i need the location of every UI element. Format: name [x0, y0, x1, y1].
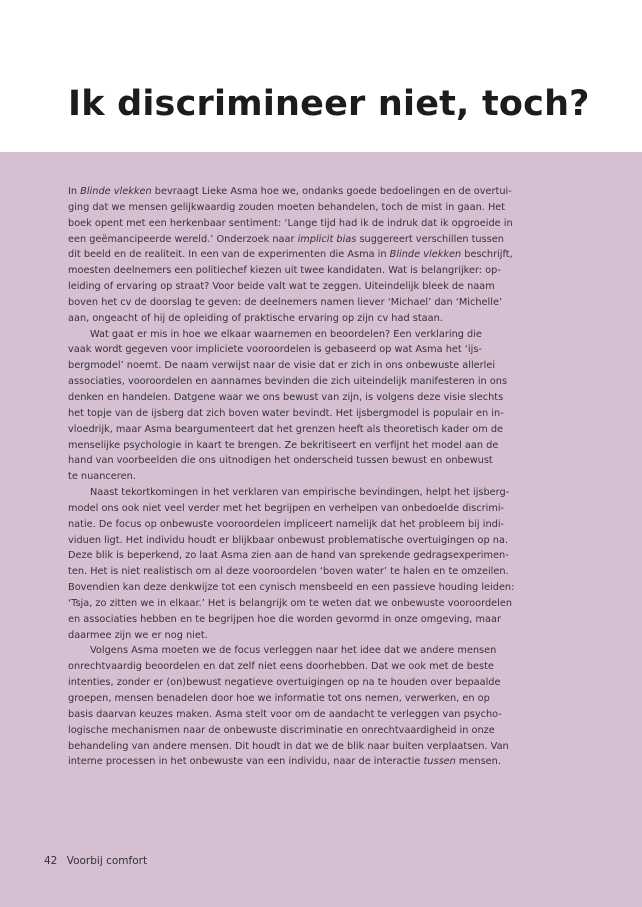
text-line: intenties, zonder er (on)bewust negatieve overtuigingen op na te houden over bepaalde: [68, 677, 501, 689]
paragraph: [68, 184, 578, 327]
text-line: vloedrijk, maar Asma beargumenteert dat het grenzen heeft als theoretisch kader om de: [68, 423, 504, 435]
text-line: een geëmancipeerde wereld.’ Onderzoek naar implicit bias suggereert verschillen tussen: [68, 233, 504, 245]
text-line: leiding of ervaring op straat? Voor beide valt wat te zeggen. Uiteindelijk bleek de naam: [68, 281, 495, 293]
text-line: Bovendien kan deze denkwijze tot een cynisch mensbeeld en een passieve houding leiden:: [68, 582, 515, 594]
text-line: Naast tekortkomingen in het verklaren van empirische bevindingen, helpt het ijsberg-: [90, 487, 510, 499]
text-line: Deze blik is beperkend, zo laat Asma zien aan de hand van sprekende gedragsexperimen-: [68, 550, 509, 562]
text-line: denken en handelen. Datgene waar we ons bewust van zijn, is volgens deze visie slechts: [68, 391, 504, 403]
page-title: Ik discrimineer niet, toch?: [68, 84, 590, 124]
text-line: boek opent met een herkenbaar sentiment: ‘Lange tijd had ik de indruk dat ik opgroeide in: [68, 217, 513, 229]
paragraph: [68, 643, 578, 770]
text-line: Volgens Asma moeten we de focus verleggen naar het idee dat we andere mensen: [90, 645, 497, 657]
text-line: ten. Het is niet realistisch om al deze vooroordelen ‘boven water’ te halen en te omzeilen.: [68, 566, 509, 578]
text-line: het topje van de ijsberg dat zich boven water bevindt. Het ijsbergmodel is populair en in-: [68, 407, 504, 419]
text-line: Wat gaat er mis in hoe we elkaar waarnemen en beoordelen? Een verklaring die: [90, 328, 482, 340]
text-line: viduen ligt. Het individu houdt er blijkbaar onbewust problematische overtuigingen op na.: [68, 534, 509, 546]
text-line: menselijke psychologie in kaart te brengen. Ze bekritiseert en verfijnt het model aan de: [68, 439, 499, 451]
text-line: basis daarvan keuzes maken. Asma stelt voor om de aandacht te verleggen van psycho-: [68, 708, 502, 720]
text-line: ging dat we mensen gelijkwaardig zouden moeten behandelen, toch de mist in gaan. Het: [68, 201, 506, 213]
text-line: logische mechanismen naar de onbewuste discriminatie en onrechtvaardigheid in onze: [68, 724, 495, 736]
running-footer-title: Voorbij comfort: [66, 855, 148, 867]
page-number: 42: [44, 855, 58, 867]
article-body: [68, 184, 578, 770]
page-footer: [44, 855, 147, 867]
text-line: aan, ongeacht of hij de opleiding of praktische ervaring op zijn cv had staan.: [68, 312, 443, 324]
text-line: natie. De focus op onbewuste vooroordelen impliceert namelijk dat het probleem bij indi-: [68, 518, 505, 530]
text-line: In Blinde vlekken bevraagt Lieke Asma hoe we, ondanks goede bedoelingen en de overtui-: [68, 186, 512, 197]
text-line: onrechtvaardig beoordelen en dat zelf niet eens doorhebben. Dat we ook met de beste: [68, 661, 494, 673]
text-line: vaak wordt gegeven voor impliciete vooroordelen is gebaseerd op wat Asma het ‘ijs-: [68, 344, 482, 356]
text-line: ‘Tsja, zo zitten we in elkaar.’ Het is belangrijk om te weten dat we onbewuste vooroordelen: [68, 597, 513, 609]
text-line: behandeling van andere mensen. Dit houdt in dat we de blik naar buiten verplaatsen. Van: [68, 740, 509, 752]
text-line: dit beeld en de realiteit. In een van de experimenten die Asma in Blinde vlekken beschrijft,: [68, 249, 513, 261]
paragraph: [68, 327, 578, 485]
text-line: associaties, vooroordelen en aannames bevinden die zich uiteindelijk manifesteren in ons: [68, 376, 508, 388]
text-line: daarmee zijn we er nog niet.: [68, 629, 208, 641]
text-line: te nuanceren.: [68, 471, 136, 483]
text-line: en associaties hebben en te begrijpen hoe die worden gevormd in onze omgeving, maar: [68, 613, 501, 625]
text-line: boven het cv de doorslag te geven: de deelnemers namen liever ‘Michael’ dan ‘Michelle’: [68, 296, 503, 308]
text-line: bergmodel’ noemt. De naam verwijst naar de visie dat er zich in ons onbewuste allerlei: [68, 360, 496, 372]
text-line: interne processen in het onbewuste van een individu, naar de interactie tussen mensen.: [68, 756, 501, 768]
paragraph: [68, 485, 578, 643]
text-line: hand van voorbeelden die ons uitnodigen het onderscheid tussen bewust en onbewust: [68, 455, 493, 467]
text-line: model ons ook niet veel verder met het begrijpen en verhelpen van onbedoelde discrimi-: [68, 502, 505, 514]
text-line: moesten deelnemers een politiechef kiezen uit twee kandidaten. Wat is belangrijker: op-: [68, 265, 501, 277]
text-line: groepen, mensen benadelen door hoe we informatie tot ons nemen, verwerken, en op: [68, 693, 490, 704]
